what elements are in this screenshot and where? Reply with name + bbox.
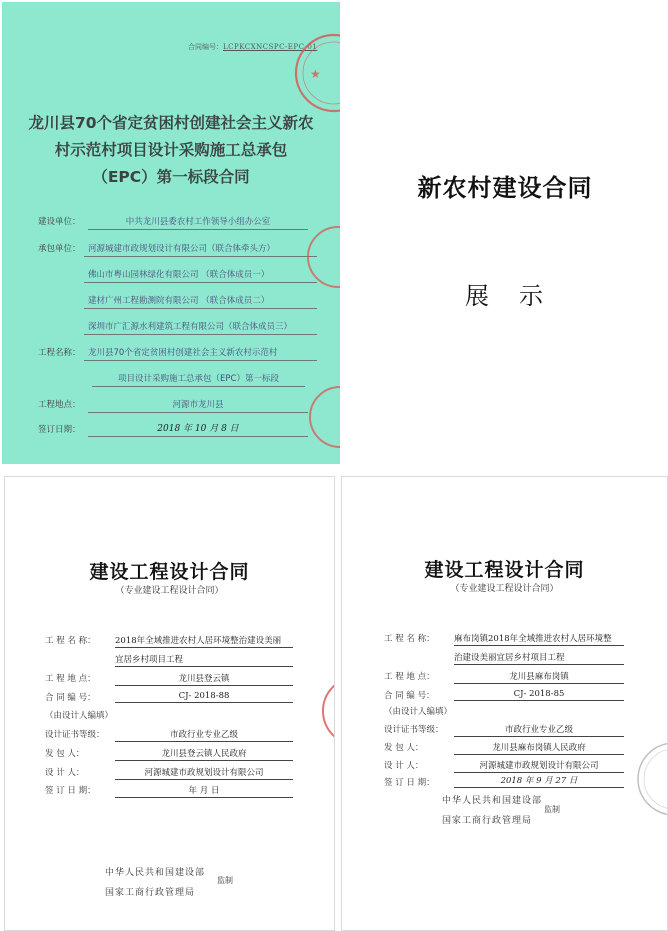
project-name-line-1: 龙川县70个省定贫困村创建社会主义新农村示范村: [84, 346, 317, 361]
cover-title: [12, 110, 330, 191]
design-contract-left: [4, 476, 335, 931]
client-label: 发 包 人：: [45, 749, 85, 759]
red-seal-bottom: [302, 382, 340, 452]
red-seal-edge: [628, 739, 667, 819]
cover-title-line: （EPC）第一标段合同: [92, 168, 250, 186]
project-label: 工 程 名 称：: [384, 634, 435, 644]
client-value: 龙川县麻布岗镇人民政府: [454, 741, 624, 755]
contractor-lead: 河源城建市政规划设计有限公司（联合体牵头方）: [84, 242, 317, 257]
contract-no-value: CJ- 2018-88: [115, 691, 293, 703]
project-label: 工 程 名 称：: [45, 636, 96, 646]
red-seal-middle: [298, 222, 340, 292]
cert-label: 设计证书等级：: [384, 725, 444, 735]
contract-no-label: 合 同 编 号：: [45, 693, 96, 703]
cover-title-line: 龙川县70个省定贫困村创建社会主义新农: [28, 114, 314, 132]
builder-label: 建设单位：: [38, 217, 81, 227]
location-value: 龙川县麻布岗镇: [454, 670, 624, 684]
date-value: 2018 年 9 月 27 日: [454, 774, 624, 788]
date-value: 年 月 日: [115, 784, 293, 798]
contractor-member-1: 佛山市粤山园林绿化有限公司 （联合体成员一）: [84, 268, 317, 283]
designer-value: 河源城建市政规划设计有限公司: [454, 759, 624, 773]
red-seal-top: [288, 28, 340, 118]
designer-label: 设 计 人：: [384, 761, 424, 771]
project-name-line-2: 宜居乡村项目工程: [115, 653, 293, 667]
sign-date-label: 签订日期：: [38, 425, 81, 435]
builder-value: 中共龙川县委农村工作领导小组办公室: [88, 215, 308, 230]
project-name-line-1: 2018年全域推进农村人居环境整治建设美丽: [115, 634, 293, 648]
footer-bureau: 国家工商行政管理局: [442, 816, 533, 826]
design-contract-right: [341, 476, 668, 931]
svg-text:★: ★: [310, 67, 321, 81]
date-label: 签 订 日 期：: [45, 786, 96, 796]
location-label: 工程地点：: [38, 400, 81, 410]
doc-title: 建设工程设计合同: [424, 559, 585, 581]
date-label: 签 订 日 期：: [384, 778, 435, 788]
contractor-member-2: 建材广州工程勘测院有限公司 （联合体成员二）: [84, 294, 317, 309]
footer-ministry: 中华人民共和国建设部: [442, 796, 543, 806]
project-name-line-2: 治建设美丽宜居乡村项目工程: [454, 651, 624, 665]
location-label: 工 程 地 点：: [45, 674, 96, 684]
showcase-title: 新农村建设合同: [417, 174, 593, 202]
cert-value: 市政行业专业乙级: [454, 723, 624, 737]
client-label: 发 包 人：: [384, 743, 424, 753]
designer-value: 河源城建市政规划设计有限公司: [115, 766, 293, 780]
project-label: 工程名称：: [38, 348, 81, 358]
contract-cover-epc: [2, 2, 340, 464]
designer-fill-note: （由设计人编填）: [45, 711, 114, 721]
doc-subtitle: （专业建设工程设计合同）: [450, 584, 559, 594]
sign-date-value: 2018 年 10 月 8 日: [88, 421, 308, 437]
showcase-panel: [342, 0, 668, 466]
contract-no-label: 合 同 编 号：: [384, 691, 435, 701]
contract-no-value: CJ- 2018-85: [454, 689, 624, 701]
footer-bureau: 国家工商行政管理局: [105, 888, 196, 898]
contractor-label: 承包单位：: [38, 244, 81, 254]
red-seal-edge: [317, 673, 334, 749]
doc-subtitle: （专业建设工程设计合同）: [115, 586, 224, 596]
client-value: 龙川县登云镇人民政府: [115, 747, 293, 761]
footer-supervised: 监制: [544, 805, 560, 814]
location-label: 工 程 地 点：: [384, 672, 435, 682]
showcase-label: 展示: [465, 282, 573, 310]
contract-number-value: LCPKCXNCSPC-EPC-01: [223, 43, 318, 51]
footer-ministry: 中华人民共和国建设部: [105, 868, 206, 878]
contract-number-label: 合同编号：: [188, 43, 223, 51]
cert-label: 设计证书等级：: [45, 730, 105, 740]
location-value: 河源市龙川县: [88, 398, 308, 413]
project-name-line-1: 麻布岗镇2018年全域推进农村人居环境整: [454, 632, 624, 646]
designer-label: 设 计 人：: [45, 768, 85, 778]
footer-supervised: 监制: [217, 876, 233, 885]
cert-value: 市政行业专业乙级: [115, 728, 293, 742]
doc-title: 建设工程设计合同: [89, 561, 250, 583]
contractor-member-3: 深圳市广汇源水利建筑工程有限公司（联合体成员三）: [84, 320, 317, 335]
cover-title-line: 村示范村项目设计采购施工总承包: [54, 141, 288, 159]
location-value: 龙川县登云镇: [115, 672, 293, 686]
designer-fill-note: （由设计人编填）: [384, 707, 453, 717]
project-name-line-2: 项目设计采购施工总承包（EPC）第一标段: [92, 372, 305, 387]
